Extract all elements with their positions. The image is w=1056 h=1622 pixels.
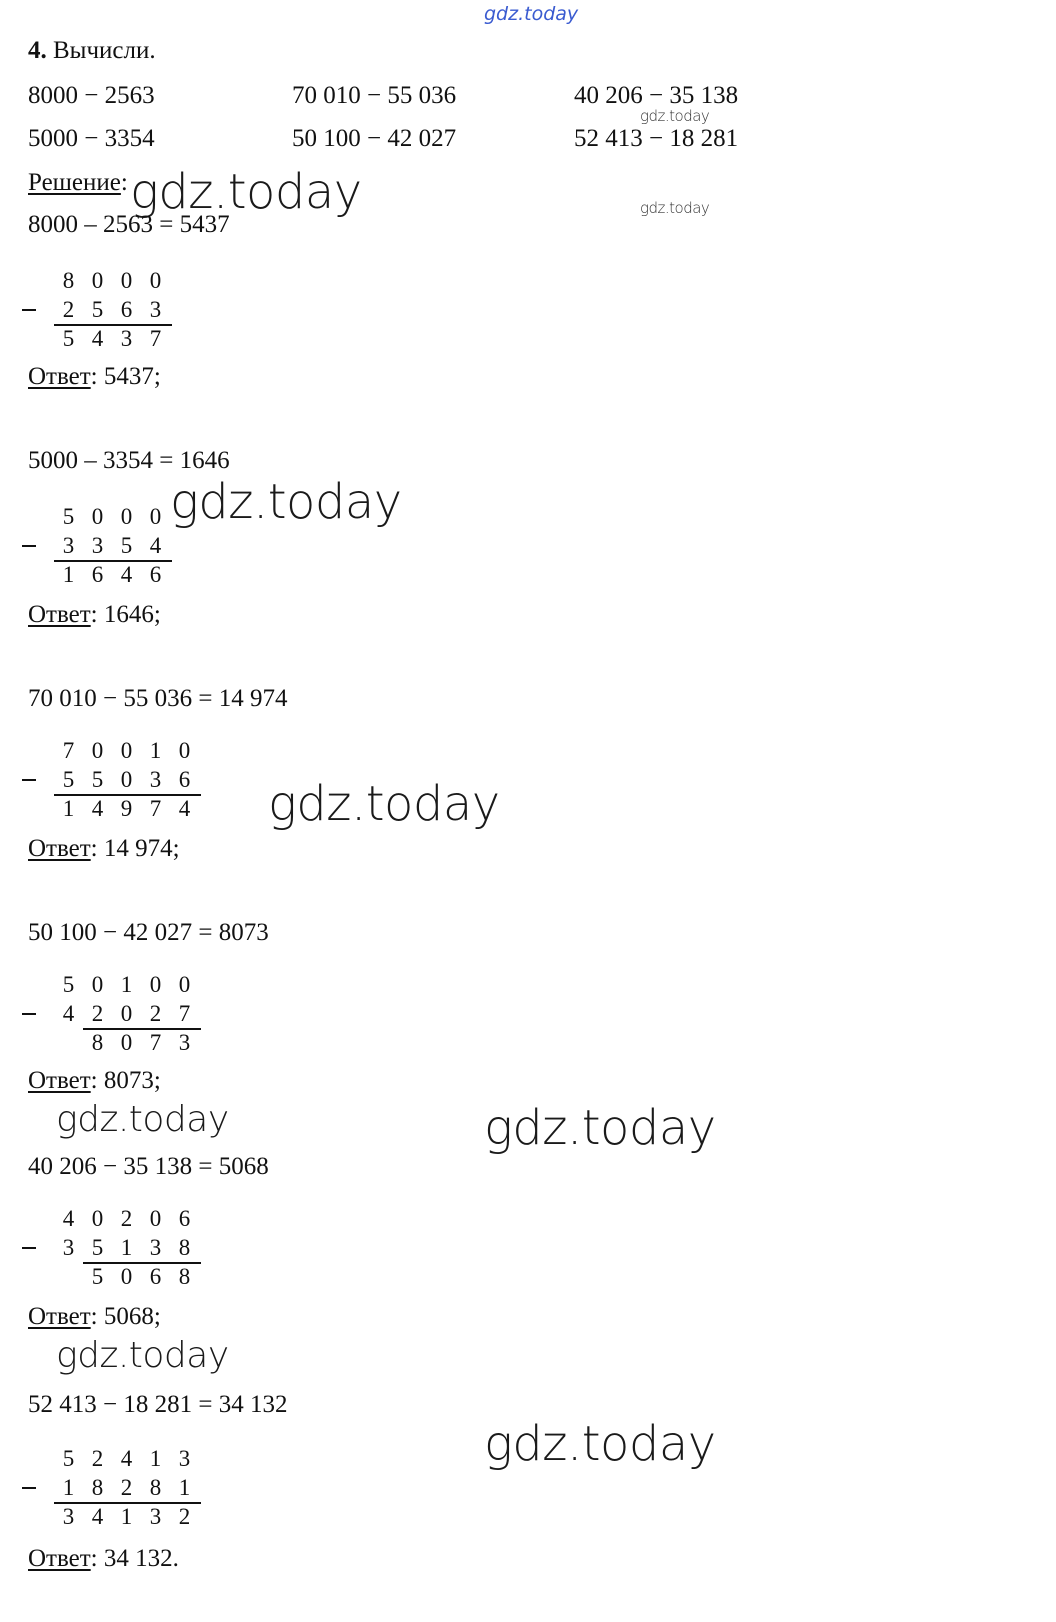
result-digit: 0 xyxy=(120,1030,133,1055)
result-digit: 4 xyxy=(91,326,104,351)
result-digit: 4 xyxy=(91,1504,104,1529)
subtrahend-digit: 1 xyxy=(178,1475,191,1500)
minuend-digit: 0 xyxy=(178,972,191,997)
subtrahend-digit: 0 xyxy=(120,767,133,792)
minuend-row xyxy=(54,266,170,295)
result-digit: 5 xyxy=(62,326,75,351)
minuend-digit: 0 xyxy=(149,972,162,997)
minuend-row xyxy=(54,502,170,531)
subtrahend-digit: 3 xyxy=(62,533,75,558)
subtrahend-digit: 5 xyxy=(120,533,133,558)
subtrahend-row xyxy=(54,999,199,1028)
subtrahend-row xyxy=(54,531,170,560)
minuend-digit: 2 xyxy=(120,1206,133,1231)
column-subtraction xyxy=(54,502,170,589)
solution-equation: 40 206 − 35 138 = 5068 xyxy=(28,1153,269,1180)
minuend-row xyxy=(54,1204,199,1233)
subtrahend-row xyxy=(54,765,199,794)
minus-sign xyxy=(22,309,36,311)
result-row xyxy=(54,1262,199,1291)
minuend-digit: 0 xyxy=(91,738,104,763)
subtrahend-digit: 1 xyxy=(62,1475,75,1500)
minuend-row xyxy=(54,736,199,765)
minuend-digit: 5 xyxy=(62,504,75,529)
answer: Ответ: 14 974; xyxy=(28,835,180,862)
result-digit xyxy=(54,1028,83,1057)
result-digit: 8 xyxy=(178,1264,191,1289)
result-digit: 8 xyxy=(91,1030,104,1055)
subtrahend-digit: 2 xyxy=(62,297,75,322)
subtrahend-digit: 4 xyxy=(62,1001,75,1026)
subtrahend-digit: 6 xyxy=(178,767,191,792)
result-row xyxy=(54,324,170,353)
minuend-digit: 0 xyxy=(91,268,104,293)
subtrahend-digit: 3 xyxy=(91,533,104,558)
minuend-digit: 0 xyxy=(91,504,104,529)
answer: Ответ: 34 132. xyxy=(28,1545,179,1572)
minuend-digit: 0 xyxy=(149,504,162,529)
column-subtraction xyxy=(54,1204,199,1291)
subtrahend-digit: 8 xyxy=(91,1475,104,1500)
watermark: gdz.today xyxy=(170,474,402,530)
minuend-digit: 8 xyxy=(62,268,75,293)
subtrahend-digit: 3 xyxy=(62,1235,75,1260)
result-digit: 5 xyxy=(91,1264,104,1289)
column-subtraction xyxy=(54,736,199,823)
watermark: gdz.today xyxy=(268,776,500,832)
minuend-digit: 0 xyxy=(120,268,133,293)
result-digit: 7 xyxy=(149,1030,162,1055)
result-digit: 1 xyxy=(120,1504,133,1529)
subtrahend-digit: 6 xyxy=(120,297,133,322)
result-digit: 2 xyxy=(178,1504,191,1529)
watermark: gdz.today xyxy=(484,1100,716,1156)
solution-label: Решение: xyxy=(28,169,128,196)
answer: Ответ: 1646; xyxy=(28,601,161,628)
subtrahend-digit: 1 xyxy=(120,1235,133,1260)
minuend-digit: 6 xyxy=(178,1206,191,1231)
subtrahend-digit: 5 xyxy=(62,767,75,792)
result-digit: 6 xyxy=(91,562,104,587)
column-subtraction xyxy=(54,970,199,1057)
expression-2-3: 52 413 − 18 281 xyxy=(574,125,739,152)
result-digit: 1 xyxy=(62,796,75,821)
minuend-digit: 0 xyxy=(149,1206,162,1231)
minuend-row xyxy=(54,1444,199,1473)
minuend-digit: 2 xyxy=(91,1446,104,1471)
result-row xyxy=(54,794,199,823)
minuend-digit: 4 xyxy=(120,1446,133,1471)
subtrahend-digit: 4 xyxy=(149,533,162,558)
minus-sign xyxy=(22,779,36,781)
expression-1-1: 8000 − 2563 xyxy=(28,82,155,109)
result-digit: 3 xyxy=(149,1504,162,1529)
column-subtraction xyxy=(54,1444,199,1531)
subtrahend-digit: 3 xyxy=(149,297,162,322)
result-digit xyxy=(54,1262,83,1291)
subtrahend-digit: 0 xyxy=(120,1001,133,1026)
subtrahend-digit: 8 xyxy=(178,1235,191,1260)
subtrahend-digit: 5 xyxy=(91,767,104,792)
watermark-small: gdz.today xyxy=(640,107,710,125)
subtrahend-row xyxy=(54,1233,199,1262)
minuend-digit: 0 xyxy=(91,972,104,997)
expression-1-2: 70 010 − 55 036 xyxy=(292,82,457,109)
result-digit: 4 xyxy=(120,562,133,587)
minus-sign xyxy=(22,545,36,547)
result-digit: 7 xyxy=(149,796,162,821)
minuend-digit: 1 xyxy=(149,1446,162,1471)
expression-2-1: 5000 − 3354 xyxy=(28,125,155,152)
minuend-row xyxy=(54,970,199,999)
result-row xyxy=(54,1502,199,1531)
minuend-digit: 4 xyxy=(62,1206,75,1231)
minus-sign xyxy=(22,1013,36,1015)
expression-1-3: 40 206 − 35 138 xyxy=(574,82,739,109)
answer: Ответ: 5437; xyxy=(28,363,161,390)
expression-2-2: 50 100 − 42 027 xyxy=(292,125,457,152)
minuend-digit: 0 xyxy=(178,738,191,763)
minuend-digit: 1 xyxy=(120,972,133,997)
result-digit: 3 xyxy=(62,1504,75,1529)
result-digit: 6 xyxy=(149,562,162,587)
subtrahend-digit: 5 xyxy=(91,1235,104,1260)
answer: Ответ: 5068; xyxy=(28,1303,161,1330)
result-digit: 3 xyxy=(178,1030,191,1055)
watermark-small: gdz.today xyxy=(640,199,710,217)
subtrahend-digit: 3 xyxy=(149,767,162,792)
minuend-digit: 5 xyxy=(62,972,75,997)
subtrahend-digit: 7 xyxy=(178,1001,191,1026)
subtrahend-digit: 8 xyxy=(149,1475,162,1500)
solution-equation: 50 100 − 42 027 = 8073 xyxy=(28,919,269,946)
subtrahend-digit: 2 xyxy=(91,1001,104,1026)
result-digit: 4 xyxy=(91,796,104,821)
watermark: gdz.today xyxy=(56,1335,229,1376)
subtrahend-digit: 2 xyxy=(120,1475,133,1500)
result-row xyxy=(54,560,170,589)
subtrahend-digit: 2 xyxy=(149,1001,162,1026)
task-title: Вычисли. xyxy=(53,37,156,64)
solution-equation: 70 010 − 55 036 = 14 974 xyxy=(28,685,288,712)
result-digit: 7 xyxy=(149,326,162,351)
result-digit: 3 xyxy=(120,326,133,351)
result-digit: 9 xyxy=(120,796,133,821)
watermark: gdz.today xyxy=(130,164,362,220)
minuend-digit: 1 xyxy=(149,738,162,763)
result-digit: 6 xyxy=(149,1264,162,1289)
solution-equation: 5000 – 3354 = 1646 xyxy=(28,447,230,474)
answer: Ответ: 8073; xyxy=(28,1067,161,1094)
watermark: gdz.today xyxy=(484,1416,716,1472)
minuend-digit: 0 xyxy=(120,738,133,763)
subtrahend-digit: 5 xyxy=(91,297,104,322)
minus-sign xyxy=(22,1487,36,1489)
task-header xyxy=(28,36,156,66)
watermark-top: gdz.today xyxy=(484,3,579,25)
result-row xyxy=(54,1028,199,1057)
solution-equation: 8000 – 2563 = 5437 xyxy=(28,211,230,238)
minuend-digit: 3 xyxy=(178,1446,191,1471)
minuend-digit: 5 xyxy=(62,1446,75,1471)
task-number: 4. xyxy=(28,37,47,64)
minuend-digit: 0 xyxy=(120,504,133,529)
minuend-digit: 0 xyxy=(91,1206,104,1231)
column-subtraction xyxy=(54,266,170,353)
result-digit: 1 xyxy=(62,562,75,587)
watermark: gdz.today xyxy=(56,1099,229,1140)
subtrahend-row xyxy=(54,295,170,324)
solution-equation: 52 413 − 18 281 = 34 132 xyxy=(28,1391,288,1418)
subtrahend-row xyxy=(54,1473,199,1502)
minus-sign xyxy=(22,1247,36,1249)
result-digit: 4 xyxy=(178,796,191,821)
subtrahend-digit: 3 xyxy=(149,1235,162,1260)
minuend-digit: 0 xyxy=(149,268,162,293)
minuend-digit: 7 xyxy=(62,738,75,763)
result-digit: 0 xyxy=(120,1264,133,1289)
